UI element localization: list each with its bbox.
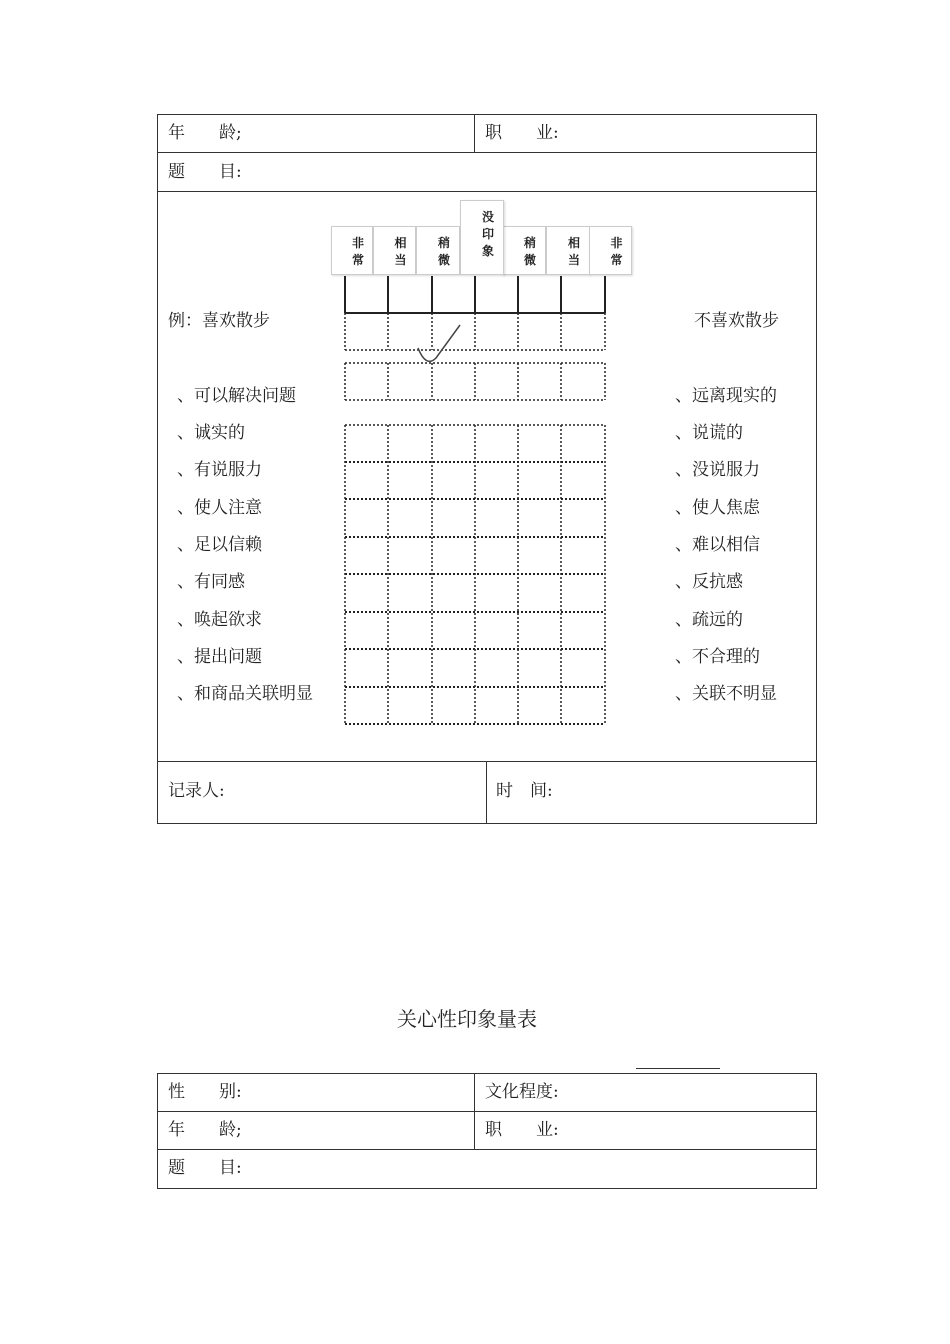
recorder-label: 记录人:: [168, 781, 225, 801]
item-right-5: 、难以相信: [675, 535, 760, 555]
item-left-7: 、唤起欲求: [177, 610, 262, 630]
item-right-8: 、不合理的: [675, 647, 760, 667]
job-label-2: 职 业:: [485, 1120, 559, 1140]
item-right-7: 、疏远的: [675, 610, 743, 630]
page-title: 关心性印象量表: [397, 1007, 537, 1031]
underline-mark: [636, 1068, 720, 1069]
scale-label-4: 没印象: [460, 200, 504, 275]
job-label: 职 业:: [485, 123, 559, 143]
item-left-3: 、有说服力: [177, 460, 262, 480]
item-right-1: 、远离现实的: [675, 386, 777, 406]
scale-label-5: 稍微: [502, 226, 546, 275]
item-right-6: 、反抗感: [675, 572, 743, 592]
time-label: 时 间:: [496, 781, 553, 801]
example-left: 例：喜欢散步: [168, 311, 270, 331]
gender-label: 性 别:: [168, 1082, 242, 1102]
item-left-1: 、可以解决问题: [177, 386, 296, 406]
item-left-8: 、提出问题: [177, 647, 262, 667]
age-label-2: 年 龄;: [168, 1120, 242, 1140]
scale-label-6: 相当: [546, 226, 590, 275]
check-mark-icon: [418, 325, 460, 361]
topic-label-2: 题 目:: [168, 1158, 242, 1178]
scale-label-7: 非常: [589, 226, 632, 275]
item-left-4: 、使人注意: [177, 498, 262, 518]
item-left-5: 、足以信赖: [177, 535, 262, 555]
divider: [474, 1073, 475, 1149]
topic-label: 题 目:: [168, 162, 242, 182]
scale-label-1: 非常: [331, 226, 373, 275]
scale-label-3: 稍微: [416, 226, 460, 275]
item-right-4: 、使人焦虑: [675, 498, 760, 518]
item-left-2: 、诚实的: [177, 423, 245, 443]
education-label: 文化程度:: [485, 1082, 559, 1102]
item-right-2: 、说谎的: [675, 423, 743, 443]
scale-label-2: 相当: [373, 226, 416, 275]
item-right-9: 、关联不明显: [675, 684, 777, 704]
age-label: 年 龄;: [168, 123, 242, 143]
divider: [157, 1111, 817, 1112]
item-right-3: 、没说服力: [675, 460, 760, 480]
item-left-6: 、有同感: [177, 572, 245, 592]
item-left-9: 、和商品关联明显: [177, 684, 313, 704]
example-right: 不喜欢散步: [694, 311, 779, 331]
divider: [157, 1149, 817, 1150]
